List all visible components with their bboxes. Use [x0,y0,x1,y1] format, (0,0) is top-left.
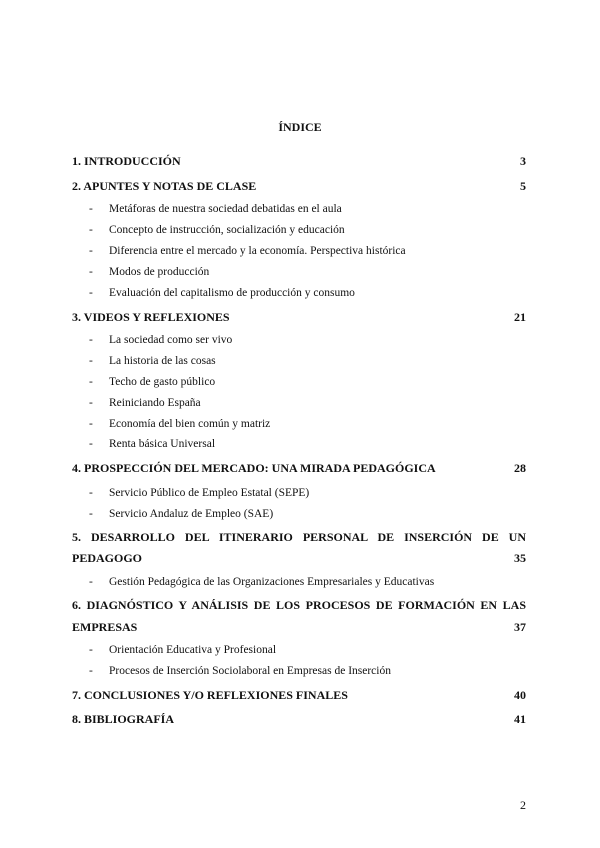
toc-subitem[interactable] [89,375,215,390]
toc-subitem-label: Economía del bien común y matriz [109,418,271,430]
bullet-dash: - [89,224,93,236]
toc-subitem-label: Metáforas de nuestra sociedad debatidas en el aula [109,203,342,215]
toc-subitem[interactable] [89,417,270,432]
toc-subitem[interactable] [89,202,342,217]
toc-subitem-label: Concepto de instrucción, socialización y educación [109,224,345,236]
toc-subitem[interactable] [89,333,232,348]
toc-entry-diagnostico-line1[interactable]: 6. DIAGNÓSTICO Y ANÁLISIS DE LOS PROCESOS DE FORMACIÓN EN LAS [72,598,526,612]
toc-subitem-label: Gestión Pedagógica de las Organizaciones Empresariales y Educativas [109,576,435,588]
bullet-dash: - [89,287,93,299]
toc-subitem[interactable] [89,437,215,452]
toc-subitem[interactable] [89,396,201,411]
toc-subitem-label: Modos de producción [109,266,210,278]
toc-entry-label: 4. PROSPECCIÓN DEL MERCADO: UNA MIRADA PEDAGÓGICA [72,461,436,475]
bullet-dash: - [89,376,93,388]
toc-subitem-label: Techo de gasto público [109,376,216,388]
toc-subitem-label: Servicio Público de Empleo Estatal (SEPE) [109,487,310,499]
toc-subitem-label: Orientación Educativa y Profesional [109,644,277,656]
bullet-dash: - [89,576,93,588]
toc-subitem-label: Procesos de Inserción Sociolaboral en Empresas de Inserción [109,665,391,677]
toc-entry-label: 7. CONCLUSIONES Y/O REFLEXIONES FINALES [72,688,348,702]
toc-entry-label: 3. VIDEOS Y REFLEXIONES [72,310,230,324]
toc-subitem[interactable] [89,643,276,658]
toc-entry-label: EMPRESAS [72,620,138,634]
toc-entry-page: 37 [514,620,526,634]
toc-subitem[interactable] [89,244,406,259]
toc-subitem[interactable] [89,286,355,301]
bullet-dash: - [89,418,93,430]
toc-entry-page: 41 [514,712,526,726]
page-title: ÍNDICE [278,120,322,134]
bullet-dash: - [89,334,93,346]
toc-subitem[interactable] [89,223,345,238]
toc-entry-page: 3 [520,154,526,168]
toc-subitem-label: Reiniciando España [109,397,201,409]
bullet-dash: - [89,665,93,677]
toc-entry-page: 28 [514,461,526,475]
toc-subitem[interactable] [89,354,216,369]
bullet-dash: - [89,245,93,257]
toc-entry-label: 8. BIBLIOGRAFÍA [72,712,175,726]
page-number: 2 [520,798,526,812]
toc-subitem-label: Diferencia entre el mercado y la economía. Perspectiva histórica [109,245,406,257]
toc-entry-page: 21 [514,310,526,324]
bullet-dash: - [89,644,93,656]
toc-subitem[interactable] [89,664,391,679]
toc-subitem-label: Evaluación del capitalismo de producción y consumo [109,287,355,299]
toc-subitem-label: La historia de las cosas [109,355,216,367]
toc-subitem[interactable] [89,486,309,501]
toc-subitem[interactable] [89,507,273,522]
bullet-dash: - [89,508,93,520]
toc-entry-page: 40 [514,688,526,702]
bullet-dash: - [89,397,93,409]
toc-entry-desarrollo-line1[interactable]: 5. DESARROLLO DEL ITINERARIO PERSONAL DE INSERCIÓN DE UN [72,530,526,544]
toc-subitem-label: Renta básica Universal [109,438,216,450]
toc-entry-page: 35 [514,551,526,565]
bullet-dash: - [89,203,93,215]
toc-entry-label: 1. INTRODUCCIÓN [72,154,181,168]
toc-subitem[interactable] [89,265,209,280]
toc-subitem-label: Servicio Andaluz de Empleo (SAE) [109,508,274,520]
bullet-dash: - [89,355,93,367]
bullet-dash: - [89,438,93,450]
toc-subitem-label: La sociedad como ser vivo [109,334,233,346]
toc-entry-label: PEDAGOGO [72,551,143,565]
bullet-dash: - [89,266,93,278]
toc-entry-label: 2. APUNTES Y NOTAS DE CLASE [72,179,257,193]
toc-subitem[interactable] [89,575,434,590]
bullet-dash: - [89,487,93,499]
toc-entry-page: 5 [520,179,526,193]
